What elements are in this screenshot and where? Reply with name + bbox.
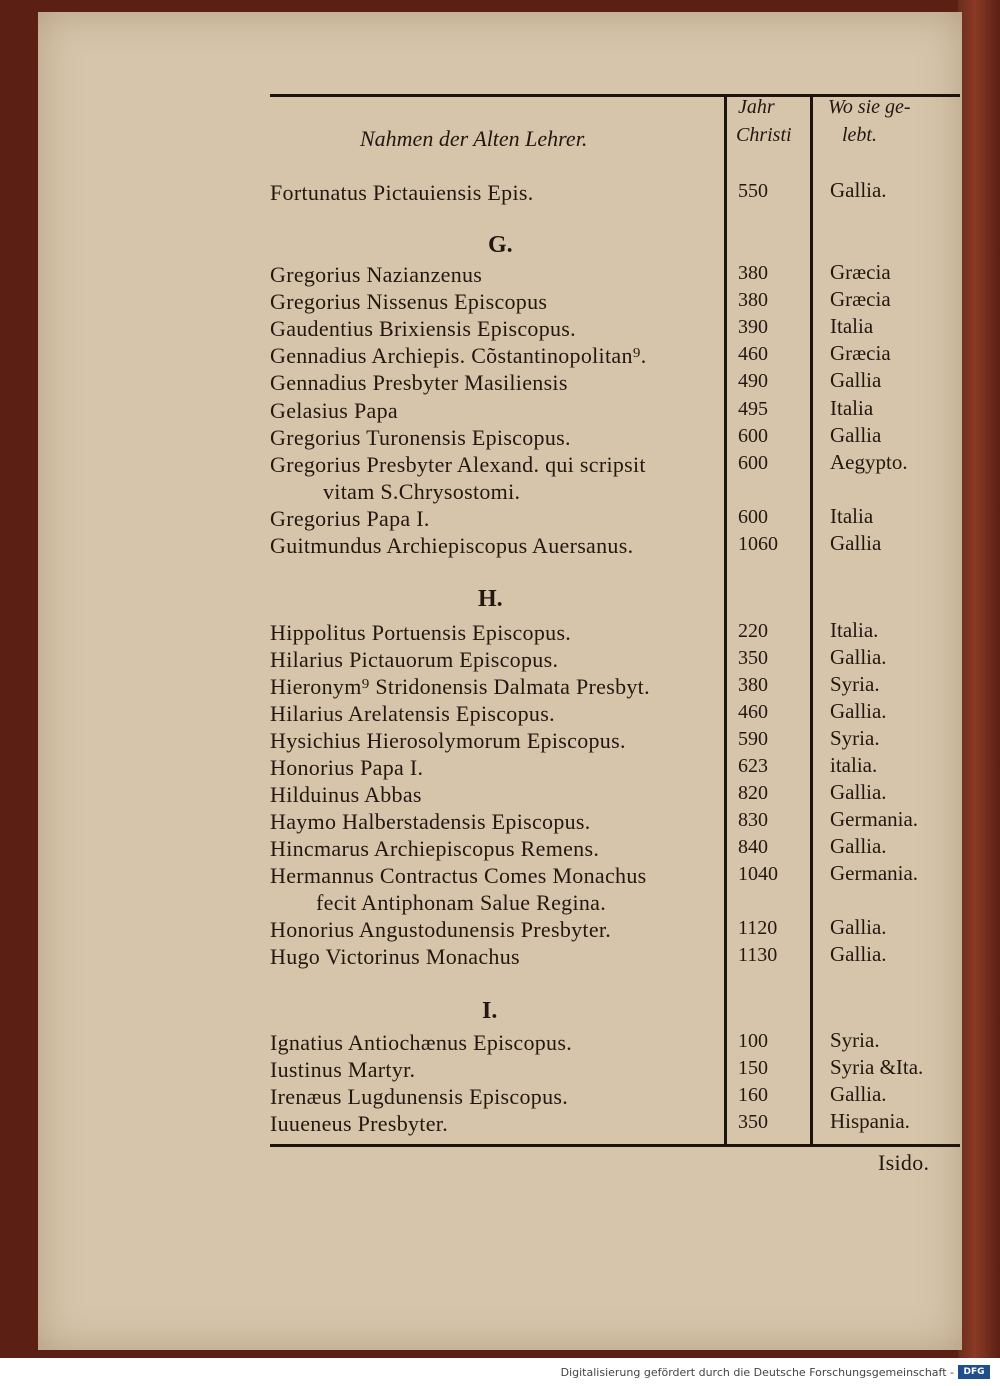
entry-place: Gallia. bbox=[830, 780, 887, 804]
catchword: Isido. bbox=[878, 1150, 930, 1175]
entry-year: 623 bbox=[738, 755, 768, 777]
dfg-logo: DFG bbox=[958, 1365, 990, 1379]
entry-place: Græcia bbox=[830, 287, 891, 311]
entry-name: Gregorius Presbyter Alexand. qui scripsit bbox=[270, 452, 646, 477]
entry-year: 590 bbox=[738, 728, 768, 750]
entry-place: Germania. bbox=[830, 807, 919, 831]
entry-year: 350 bbox=[738, 647, 768, 669]
section-letter-g: G. bbox=[488, 232, 513, 258]
entry-year: 460 bbox=[738, 343, 768, 365]
entry-place: Gallia. bbox=[830, 178, 887, 202]
entry-name: Hysichius Hierosolymorum Episcopus. bbox=[270, 728, 626, 753]
book-page bbox=[38, 12, 962, 1350]
entry-name: Gregorius Papa I. bbox=[270, 506, 430, 531]
entry-name: Hugo Victorinus Monachus bbox=[270, 944, 520, 969]
entry-place: Gallia. bbox=[830, 699, 887, 723]
entry-place: Syria. bbox=[830, 726, 880, 750]
entry-place: Gallia. bbox=[830, 915, 887, 939]
entry-year: 150 bbox=[738, 1057, 768, 1079]
section-letter-i: I. bbox=[482, 998, 498, 1024]
year-column-header-line2: Christi bbox=[736, 124, 792, 146]
entry-place: Gallia bbox=[830, 423, 882, 447]
footer-text: Digitalisierung gefördert durch die Deutsche Forschungsgemeinschaft - bbox=[560, 1366, 954, 1379]
entry-name: Hilarius Arelatensis Episcopus. bbox=[270, 701, 555, 726]
entry-place: Gallia bbox=[830, 531, 882, 555]
book-spine-edge bbox=[958, 0, 1000, 1358]
entry-year: 390 bbox=[738, 316, 768, 338]
entry-place: Aegypto. bbox=[830, 450, 908, 474]
bottom-rule bbox=[270, 1144, 960, 1147]
place-column-header-line1: Wo sie ge- bbox=[828, 96, 911, 118]
entry-name: Hilarius Pictauorum Episcopus. bbox=[270, 647, 559, 672]
entry-year: 490 bbox=[738, 370, 768, 392]
entry-year: 220 bbox=[738, 620, 768, 642]
entry-name: Iuueneus Presbyter. bbox=[270, 1111, 448, 1136]
entry-name: Gelasius Papa bbox=[270, 398, 398, 423]
entry-year: 1130 bbox=[738, 944, 778, 966]
entry-name: Gennadius Presbyter Masiliensis bbox=[270, 370, 568, 395]
entry-name: Honorius Angustodunensis Presbyter. bbox=[270, 917, 612, 942]
entry-year: 100 bbox=[738, 1030, 768, 1052]
entry-year: 380 bbox=[738, 289, 768, 311]
entry-place: Syria. bbox=[830, 672, 880, 696]
entry-name: Irenæus Lugdunensis Episcopus. bbox=[270, 1084, 569, 1109]
entry-place: Gallia bbox=[830, 368, 882, 392]
entry-year: 600 bbox=[738, 452, 768, 474]
entry-name: Ignatius Antiochænus Episcopus. bbox=[270, 1030, 573, 1055]
entry-year: 820 bbox=[738, 782, 768, 804]
entry-name: Gregorius Nazianzenus bbox=[270, 262, 483, 287]
year-column-header-line1: Jahr bbox=[738, 96, 775, 118]
entry-name: Fortunatus Pictauiensis Epis. bbox=[270, 180, 534, 205]
entry-year: 830 bbox=[738, 809, 768, 831]
entry-place: Hispania. bbox=[830, 1109, 910, 1133]
entry-name-continuation: fecit Antiphonam Salue Regina. bbox=[316, 890, 607, 915]
entry-name: Gennadius Archiepis. Cõstantinopolitan⁹. bbox=[270, 343, 647, 368]
entry-name: Gregorius Nissenus Episcopus bbox=[270, 289, 548, 314]
entry-place: Gallia. bbox=[830, 1082, 887, 1106]
entry-year: 550 bbox=[738, 180, 768, 202]
column-rule-left bbox=[724, 96, 727, 1144]
entry-place: Syria &Ita. bbox=[830, 1055, 924, 1079]
entry-year: 600 bbox=[738, 425, 768, 447]
entry-year: 1040 bbox=[738, 863, 778, 885]
entry-place: Græcia bbox=[830, 341, 891, 365]
entry-place: Italia bbox=[830, 396, 874, 420]
entry-name: Hippolitus Portuensis Episcopus. bbox=[270, 620, 572, 645]
entry-place: Italia bbox=[830, 314, 874, 338]
entry-year: 840 bbox=[738, 836, 768, 858]
entry-name: Gregorius Turonensis Episcopus. bbox=[270, 425, 571, 450]
entry-year: 460 bbox=[738, 701, 768, 723]
entry-name: Hincmarus Archiepiscopus Remens. bbox=[270, 836, 600, 861]
names-column-header: Nahmen der Alten Lehrer. bbox=[360, 126, 588, 151]
entry-year: 495 bbox=[738, 398, 768, 420]
entry-name: Iustinus Martyr. bbox=[270, 1057, 416, 1082]
entry-year: 160 bbox=[738, 1084, 768, 1106]
section-letter-h: H. bbox=[478, 586, 503, 612]
entry-place: Italia bbox=[830, 504, 874, 528]
entry-name: Haymo Halberstadensis Episcopus. bbox=[270, 809, 591, 834]
entry-name: Guitmundus Archiepiscopus Auersanus. bbox=[270, 533, 634, 558]
entry-name: Gaudentius Brixiensis Episcopus. bbox=[270, 316, 576, 341]
digitization-footer bbox=[0, 1358, 1000, 1386]
entry-place: Italia. bbox=[830, 618, 879, 642]
entry-year: 1060 bbox=[738, 533, 778, 555]
entry-name: Hieronym⁹ Stridonensis Dalmata Presbyt. bbox=[270, 674, 650, 699]
entry-year: 350 bbox=[738, 1111, 768, 1133]
entry-year: 380 bbox=[738, 674, 768, 696]
entry-place: Gallia. bbox=[830, 645, 887, 669]
place-column-header-line2: lebt. bbox=[842, 124, 877, 146]
entry-place: Græcia bbox=[830, 260, 891, 284]
column-rule-right bbox=[810, 96, 813, 1144]
entry-place: Gallia. bbox=[830, 834, 887, 858]
entry-name: Honorius Papa I. bbox=[270, 755, 424, 780]
entry-name: Hermannus Contractus Comes Monachus bbox=[270, 863, 647, 888]
entry-name: Hilduinus Abbas bbox=[270, 782, 422, 807]
entry-name-continuation: vitam S.Chrysostomi. bbox=[323, 479, 521, 504]
entry-place: italia. bbox=[830, 753, 878, 777]
entry-year: 380 bbox=[738, 262, 768, 284]
entry-year: 600 bbox=[738, 506, 768, 528]
entry-place: Germania. bbox=[830, 861, 919, 885]
entry-year: 1120 bbox=[738, 917, 778, 939]
entry-place: Gallia. bbox=[830, 942, 887, 966]
entry-place: Syria. bbox=[830, 1028, 880, 1052]
